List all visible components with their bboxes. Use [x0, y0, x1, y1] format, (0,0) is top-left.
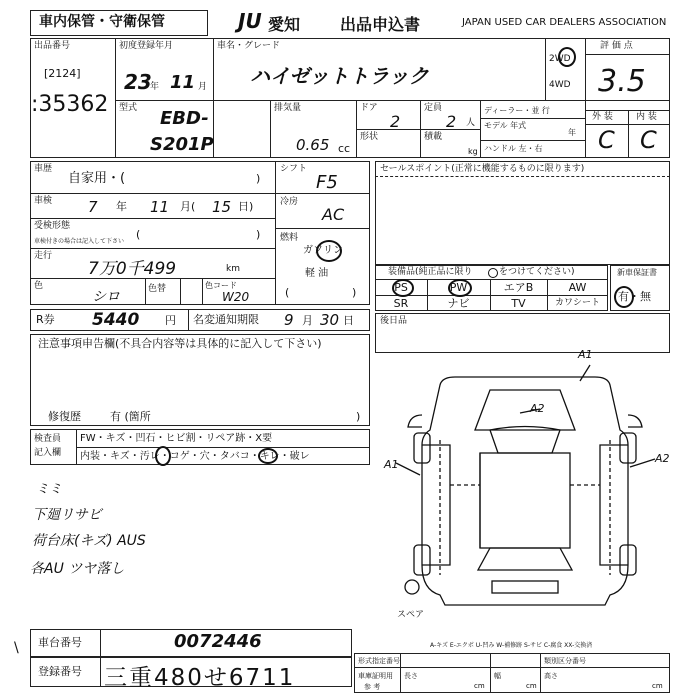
- displacement-value: 0.65: [296, 136, 330, 154]
- color-code-label: 色コード: [205, 281, 237, 290]
- color-label: 色: [34, 281, 44, 291]
- name-change-month-unit: 月: [302, 314, 313, 327]
- chassis-label: 車台番号: [38, 636, 82, 649]
- note-line-3: 荷台床(キズ) AUS: [32, 533, 146, 549]
- diagram-a1-top: A1: [578, 348, 593, 361]
- height-label: 高さ: [544, 672, 558, 680]
- received-close: ): [256, 228, 261, 241]
- sales-point-label: セールスポイント(正常に機能するものに限ります): [380, 164, 585, 174]
- registration-year-unit: 年: [150, 82, 160, 92]
- org-name: 愛知: [268, 15, 301, 34]
- registration-month-unit: 月: [198, 82, 208, 92]
- shift-value: F5: [316, 172, 338, 193]
- diagram-a2-top: A2: [530, 402, 545, 415]
- shift-label: シフト: [280, 164, 308, 174]
- load-label: 積載: [424, 132, 443, 142]
- fuel-gasoline-circle: [316, 240, 342, 262]
- equip-leather: カワシート: [554, 298, 600, 308]
- equip-tv: TV: [511, 297, 526, 310]
- inspection-label: 車検: [34, 196, 53, 206]
- equip-ps: PS: [394, 281, 408, 294]
- registration-month: 11: [170, 72, 196, 93]
- color-replaced-label: 色替: [148, 284, 167, 294]
- inspector-fw-line: FW・キズ・凹石・ヒビ割・リペア跡・X要: [80, 433, 273, 444]
- displacement-label: 排気量: [274, 103, 302, 113]
- plate-label: 登録番号: [38, 665, 82, 678]
- note-line-2: 下廻リサビ: [32, 507, 102, 523]
- received-label: 受検形態: [34, 221, 71, 231]
- mileage-value: 7万0千499: [88, 259, 177, 279]
- model-value-1: EBD-: [160, 108, 209, 129]
- recycle-label: R券: [36, 313, 55, 326]
- vehicle-damage-diagram: [380, 355, 670, 630]
- association-name: JAPAN USED CAR DEALERS ASSOCIATION: [462, 17, 667, 28]
- received-open: (: [136, 228, 141, 241]
- length-unit: cm: [474, 682, 485, 690]
- repair-value: 有 (箇所: [110, 410, 151, 423]
- interior-label: 内 装: [636, 112, 657, 122]
- exterior-label: 外 装: [592, 112, 613, 122]
- recycle-unit: 円: [165, 314, 176, 327]
- displacement-unit: cc: [338, 142, 351, 155]
- inspector-circle-1: [155, 446, 171, 466]
- capacity-unit: 人: [466, 118, 476, 128]
- left-margin-mark: \: [14, 640, 19, 656]
- handle-label: ハンドル 左・右: [484, 144, 543, 153]
- repair-label: 修復歴: [48, 410, 81, 423]
- width-unit: cm: [526, 682, 537, 690]
- form-title: 出品申込書: [340, 15, 421, 34]
- storage-label-box: [30, 10, 208, 36]
- drive-2wd: 2WD: [549, 54, 571, 64]
- history-value: 自家用・(: [68, 171, 126, 186]
- dealer-label: ディーラー・並 行: [484, 106, 550, 115]
- inspection-day-unit: 日): [238, 200, 254, 213]
- warranty-label: 新車保証書: [617, 268, 657, 277]
- name-change-label: 名変通知期限: [193, 313, 259, 326]
- mileage-unit: km: [226, 264, 240, 274]
- model-year-label: モデル 年式: [484, 121, 527, 130]
- capacity-value: 2: [446, 112, 457, 131]
- fuel-gasoline: ガソリン: [303, 245, 343, 256]
- equip-pw: PW: [449, 281, 468, 294]
- color-code-value: W20: [222, 290, 250, 304]
- mileage-label: 走行: [34, 251, 53, 261]
- spec-box: [354, 653, 670, 693]
- note-line-4: 各AU ツヤ落し: [30, 561, 125, 577]
- repair-close: ): [356, 410, 361, 423]
- recycle-value: 5440: [92, 310, 140, 330]
- equipment-circle-mark: [488, 268, 498, 278]
- fuel-close: ): [352, 286, 357, 299]
- inspection-year-unit: 年: [116, 200, 127, 213]
- name-change-day: 30: [320, 311, 340, 329]
- inspector-label-1: 検査員: [34, 434, 62, 444]
- inspection-day: 15: [212, 198, 232, 216]
- caution-label: 注意事項申告欄(不具合内容等は具体的に記入して下さい): [38, 337, 322, 350]
- car-name-label: 車名・グレード: [217, 41, 281, 51]
- inspection-year: 7: [88, 198, 98, 216]
- equip-ps-circle: [392, 279, 414, 297]
- equip-airbag: エアB: [503, 281, 534, 294]
- diagram-a2-right: A2: [655, 452, 670, 465]
- inspector-label-2: 記入欄: [34, 448, 62, 458]
- rating-value: 3.5: [598, 64, 646, 99]
- equip-aw: AW: [568, 281, 587, 294]
- fuel-open: (: [285, 286, 290, 299]
- category-label: 類別区分番号: [544, 657, 586, 665]
- ac-label: 冷房: [280, 197, 299, 207]
- reference-label: 参 考: [364, 683, 381, 691]
- history-close: ): [256, 172, 261, 185]
- name-change-month: 9: [284, 311, 294, 329]
- inspection-month: 11: [150, 198, 170, 216]
- capacity-label: 定員: [424, 103, 443, 113]
- load-unit: kg: [468, 147, 478, 156]
- note-line-1: ミミ: [36, 482, 63, 497]
- designation-label: 形式指定番号: [358, 657, 400, 665]
- inspection-month-unit: 月(: [180, 200, 196, 213]
- color-value: シロ: [92, 289, 120, 305]
- shape-label: 形状: [360, 132, 379, 142]
- plate-value: 三重480せ6711: [104, 665, 296, 691]
- diagram-spare-label: スペア: [397, 610, 425, 620]
- lot-small-number: [2124]: [44, 67, 81, 80]
- model-year-unit: 年: [568, 128, 576, 137]
- diagram-a1-left: A1: [384, 458, 399, 471]
- doors-label: ドア: [360, 103, 378, 113]
- equip-sr: SR: [393, 297, 409, 310]
- model-value-2: S201P: [150, 134, 214, 155]
- interior-grade: C: [640, 126, 657, 154]
- equipment-label: 装備品(純正品に限り: [388, 267, 473, 277]
- name-change-day-unit: 日: [343, 314, 354, 327]
- fuel-label: 燃料: [280, 233, 299, 243]
- inspector-interior-line: 内装・キズ・汚レ・コゲ・穴・タバコ・キレ・破レ: [80, 451, 310, 462]
- storage-label: 車内保管・守衛保管: [39, 14, 165, 30]
- length-label: 長さ: [404, 672, 418, 680]
- drive-2wd-circle: [558, 47, 576, 67]
- damage-legend: A-キズ E-エクボ U-凹み W-補修跡 S-サビ C-腐食 XX-交換済: [430, 642, 593, 649]
- after-item-box: [375, 313, 670, 353]
- after-item-label: 後日品: [380, 316, 408, 326]
- height-unit: cm: [652, 682, 663, 690]
- warranty-value: 有・無: [618, 290, 651, 303]
- car-name-value: ハイゼットトラック: [250, 64, 429, 88]
- garage-cert-label: 車庫証明用: [358, 672, 393, 680]
- ju-logo: JU: [238, 9, 262, 33]
- registration-label: 初度登録年月: [119, 41, 174, 51]
- lot-number: :35362: [31, 92, 109, 117]
- registration-year: 23: [124, 70, 152, 94]
- history-label: 車歴: [34, 164, 53, 174]
- fuel-diesel: 軽 油: [305, 268, 329, 279]
- equipment-label-suffix: をつけてください): [499, 267, 575, 277]
- equip-navi: ナビ: [447, 297, 470, 310]
- warranty-circle: [614, 286, 634, 308]
- rating-label: 評 価 点: [600, 41, 633, 51]
- inspector-circle-2: [258, 448, 278, 464]
- doors-value: 2: [390, 112, 401, 131]
- drive-4wd: 4WD: [549, 80, 571, 90]
- model-label: 型式: [119, 103, 138, 113]
- equip-pw-circle: [448, 279, 472, 297]
- chassis-value: 0072446: [174, 631, 262, 652]
- received-note: 車検付きの場合は記入して下さい: [34, 238, 125, 245]
- width-label: 幅: [494, 672, 501, 680]
- exterior-grade: C: [598, 126, 615, 154]
- lot-label: 出品番号: [34, 41, 71, 51]
- ac-value: AC: [322, 205, 345, 224]
